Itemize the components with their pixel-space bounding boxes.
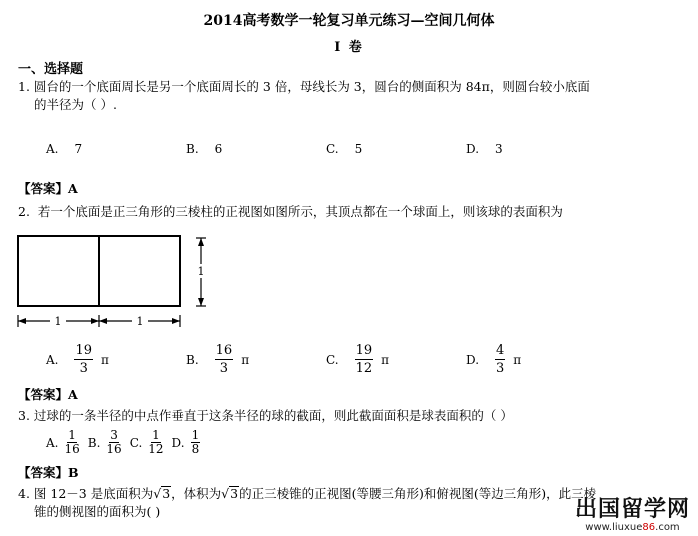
section-heading: 一、选择题 — [18, 62, 84, 77]
answer-1: 【答案】A — [18, 181, 78, 196]
question-text: ，体积为 — [171, 486, 222, 501]
q2-options — [46, 342, 606, 377]
watermark-logo-text: 出国留学网 — [574, 497, 690, 522]
page-subtitle: I 卷 — [334, 40, 364, 55]
sqrt-radicand: 3 — [162, 486, 171, 501]
option-d: D. $\frac{4}{3}$ π — [466, 343, 522, 376]
option-a: A. 7 — [46, 142, 83, 156]
answer-3: 【答案】B — [18, 465, 79, 480]
option-c: C. $\frac{1}{12}$ — [129, 428, 164, 456]
option-d: D. $\frac{1}{8}$ — [171, 428, 200, 456]
q1-options — [46, 142, 646, 156]
sqrt-radicand: 3 — [230, 486, 239, 501]
question-2 — [18, 203, 688, 221]
site-watermark — [575, 498, 690, 533]
option-b: B. $\frac{3}{16}$ — [87, 428, 122, 456]
question-text: 圆台的一个底面周长是另一个底面周长的 3 倍，母线长为 3，圆台的侧面积为 84π，则圆台较小底面 — [33, 79, 590, 94]
question-text: 过球的一条半径的中点作垂直于这条半径的球的截面，则此截面面积是球表面积的（ ） — [33, 408, 513, 423]
option-a: A. $\frac{19}{3}$ π — [46, 343, 109, 376]
question-number: 2. — [18, 204, 30, 219]
question-3 — [18, 407, 688, 425]
sqrt-symbol: √ — [153, 486, 162, 501]
option-b: B. 6 — [186, 142, 223, 156]
question-number: 3. — [18, 408, 30, 423]
question-text-cont: 锥的侧视图的面积为( ) — [34, 504, 161, 519]
option-b: B. $\frac{16}{3}$ π — [186, 343, 250, 376]
sqrt-symbol: √ — [221, 486, 230, 501]
question-text: 的正三棱锥的正视图(等腰三角形)和俯视图(等边三角形)，此三棱 — [239, 486, 597, 501]
question-text-cont: 的半径为（ ）. — [34, 97, 117, 112]
question-number: 4. — [18, 486, 30, 501]
label-right-width: 1 — [136, 315, 144, 328]
q3-options — [46, 429, 200, 456]
answer-2: 【答案】A — [18, 387, 78, 402]
option-d: D. 3 — [466, 142, 503, 156]
question-text: 图 12－3 是底面积为 — [33, 486, 154, 501]
front-view-figure — [14, 232, 214, 332]
question-number: 1. — [18, 79, 30, 94]
option-c: C. 5 — [326, 142, 363, 156]
label-height: 1 — [197, 265, 205, 278]
label-left-width: 1 — [54, 315, 62, 328]
question-text: 若一个底面是正三角形的三棱柱的正视图如图所示，其顶点都在一个球面上，则该球的表面积为 — [37, 204, 563, 219]
option-a: A. $\frac{1}{16}$ — [46, 428, 80, 456]
question-1 — [18, 78, 688, 114]
option-c: C. $\frac{19}{12}$ π — [326, 343, 390, 376]
page-title: 2014高考数学一轮复习单元练习—空间几何体 — [203, 13, 495, 29]
watermark-url: www.liuxue86.com — [585, 522, 680, 533]
